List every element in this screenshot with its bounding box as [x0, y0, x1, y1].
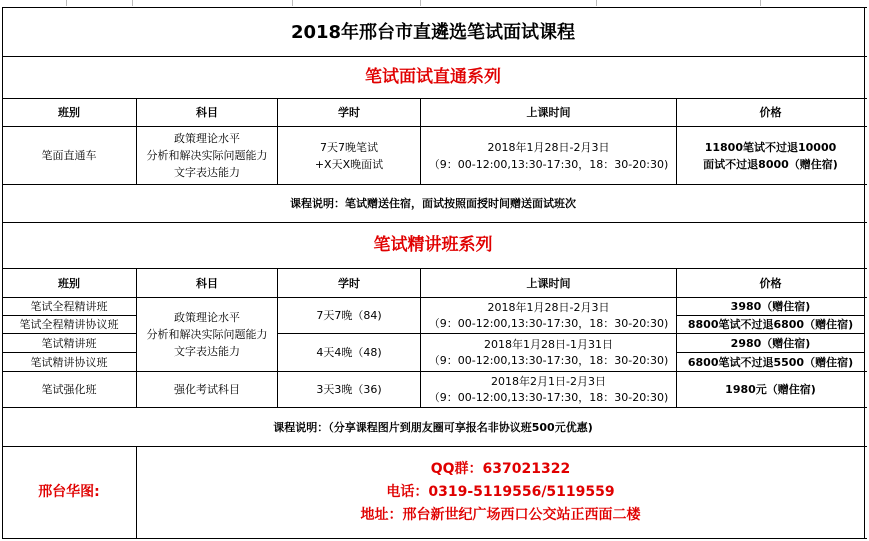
time-hours: （9：00-12:00,13:30-17:30，18：30-20:30): [428, 353, 669, 367]
time-date: 2018年2月1日-2月3日: [491, 374, 606, 388]
s1-subjects: [137, 127, 277, 184]
grid-tick: [132, 0, 133, 6]
grid-tick: [760, 0, 761, 6]
hours-line: +X天X晚面试: [314, 157, 384, 171]
header-class: 班别: [58, 106, 80, 119]
time-hours: （9：00-12:00,13:30-17:30，18：30-20:30): [428, 157, 669, 171]
time-date: 2018年1月28日-2月3日: [487, 140, 610, 154]
subject-item: 分析和解决实际问题能力: [146, 328, 268, 341]
hours-line: 7天7晚笔试: [320, 140, 378, 154]
subject-item: 文字表达能力: [174, 345, 240, 358]
s2-price: 8800笔试不过退6800（赠住宿): [687, 318, 854, 331]
time-hours: （9：00-12:00,13:30-17:30，18：30-20:30): [428, 390, 669, 404]
contact-qq: QQ群：637021322: [430, 461, 571, 477]
s2-class: 笔试精讲协议班: [30, 355, 108, 369]
subject-item: 分析和解决实际问题能力: [146, 149, 268, 162]
header-subject: 科目: [196, 106, 218, 119]
s2-price: 3980（赠住宿): [730, 300, 811, 313]
s2-subjects: [137, 298, 277, 371]
contact-address: 地址：邢台新世纪广场西口公交站正西面二楼: [360, 507, 641, 523]
header-class: 班别: [58, 276, 80, 290]
s2-hours: 7天7晚（84): [316, 309, 382, 322]
s2-price: 1980元（赠住宿): [725, 383, 816, 396]
page-title: 2018年邢台市直遴选笔试面试课程: [290, 21, 576, 43]
subject-item: 文字表达能力: [174, 166, 240, 179]
header-time: 上课时间: [526, 276, 571, 290]
section2-note: 课程说明：（分享课程图片到朋友圈可享报名非协议班500元优惠): [273, 420, 593, 434]
s2-hours: 4天4晚（48): [316, 346, 382, 359]
subject-item: 政策理论水平: [174, 132, 240, 145]
time-hours: （9：00-12:00,13:30-17:30，18：30-20:30): [428, 316, 669, 330]
grid-tick: [596, 0, 597, 6]
contact-details: [137, 447, 864, 538]
s2-time: [421, 372, 676, 407]
grid-tick: [420, 0, 421, 6]
contact-label: 邢台华图:: [38, 484, 100, 500]
s2-class: 笔试精讲班: [41, 336, 97, 350]
grid-tick: [292, 0, 293, 6]
header-hours: 学时: [338, 276, 360, 290]
price-line: 11800笔试不过退10000: [704, 140, 837, 154]
grid-tick: [66, 0, 67, 6]
subject-item: 政策理论水平: [174, 311, 240, 324]
s2-hours: 3天3晚（36): [316, 383, 382, 396]
section1-heading: 笔试面试直通系列: [365, 67, 501, 87]
s2-time: [421, 334, 676, 371]
s1-time: [421, 127, 676, 184]
s2-time: [421, 298, 676, 333]
s2-price: 6800笔试不过退5500（赠住宿): [687, 355, 854, 369]
s1-hours: [278, 127, 420, 184]
s2-class: 笔试强化班: [41, 383, 97, 396]
s1-price: [677, 127, 864, 184]
header-time: 上课时间: [526, 106, 571, 119]
header-price: 价格: [759, 106, 782, 119]
time-date: 2018年1月28日-1月31日: [484, 337, 613, 351]
price-line: 面试不过退8000（赠住宿): [703, 157, 838, 171]
header-hours: 学时: [338, 106, 360, 119]
time-date: 2018年1月28日-2月3日: [487, 300, 610, 314]
section1-note: 课程说明：笔试赠送住宿，面试按照面授时间赠送面试班次: [290, 197, 576, 210]
s2-price: 2980（赠住宿): [730, 336, 811, 350]
s2-subjects-short: 强化考试科目: [174, 383, 240, 396]
section2-heading: 笔试精讲班系列: [373, 235, 493, 255]
s2-class: 笔试全程精讲班: [30, 300, 108, 313]
s1-class: 笔面直通车: [41, 149, 97, 162]
s2-class: 笔试全程精讲协议班: [19, 318, 119, 331]
header-price: 价格: [759, 276, 782, 290]
contact-phone: 电话：0319-5119556/5119559: [386, 484, 615, 500]
header-subject: 科目: [196, 276, 218, 290]
